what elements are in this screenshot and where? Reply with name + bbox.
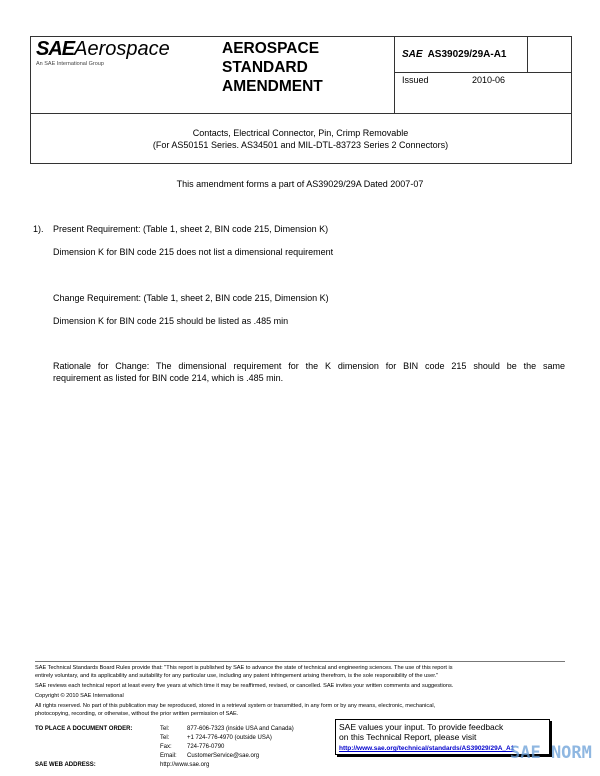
watermark: SAE NORM bbox=[510, 743, 592, 763]
item-number: 1). bbox=[33, 224, 44, 234]
web-address-label: SAE WEB ADDRESS: bbox=[35, 762, 96, 768]
feedback-box: SAE values your input. To provide feedback on this Technical Report, please visit http://www.sae.org/technical/standards/AS39029/29A_A1 bbox=[335, 719, 550, 755]
divider bbox=[394, 72, 571, 73]
rationale-line1: Rationale for Change: The dimensional requirement for the K dimension for BIN code 215 should be the same bbox=[53, 361, 565, 371]
divider bbox=[527, 36, 528, 72]
change-requirement: Change Requirement: (Table 1, sheet 2, BIN code 215, Dimension K) bbox=[53, 293, 329, 303]
document-type: AEROSPACE STANDARD AMENDMENT bbox=[222, 40, 323, 95]
issued-label: Issued bbox=[402, 75, 429, 85]
logo-tagline: An SAE International Group bbox=[36, 61, 104, 67]
issued-date: 2010-06 bbox=[472, 75, 506, 85]
change-text: Dimension K for BIN code 215 should be listed as .485 min bbox=[53, 316, 289, 326]
present-requirement: Present Requirement: (Table 1, sheet 2, BIN code 215, Dimension K) bbox=[53, 224, 329, 234]
contacts: Tel: 877-606-7323 (inside USA and Canada) Tel: +1 724-776-4970 (outside USA) Fax: 724-776-0790 Email: CustomerService@sae.org http://www.sae.org bbox=[160, 726, 294, 768]
divider bbox=[394, 36, 395, 113]
rationale-line2: requirement as listed for BIN code 214, which is .485 min. bbox=[53, 373, 284, 383]
present-text: Dimension K for BIN code 215 does not list a dimensional requirement bbox=[53, 247, 334, 257]
feedback-link[interactable]: http://www.sae.org/technical/standards/AS39029/29A_A1 bbox=[339, 745, 515, 752]
footer-text: SAE Technical Standards Board Rules provide that: "This report is published by SAE to advance the state of technical and engineering sciences. The use of this report is entirely voluntary, and its applicability and suitability for any particular use, including any patent infringement arising therefrom, is the sole responsibility of the user." SAE reviews each technical report at least every five years at which time it may be reaffirmed, revised, or cancelled. SAE invites your written comments and suggestions. Copyright © 2010 SAE International All rights reserved. No part of this publication may be reproduced, stored in a retrieval system or transmitted, in any form or by any means, electronic, mechanical, photocopying, recording, or otherwise, without the prior written permission of SAE. bbox=[35, 665, 454, 717]
footer-divider bbox=[35, 661, 565, 662]
document-number: SAE AS39029/29A-A1 bbox=[402, 49, 507, 60]
divider bbox=[30, 113, 571, 114]
intro: This amendment forms a part of AS39029/29A Dated 2007-07 bbox=[176, 179, 424, 189]
subject: Contacts, Electrical Connector, Pin, Crimp Removable (For AS50151 Series. AS34501 and MIL-DTL-83723 Series 2 Connectors) bbox=[152, 128, 449, 150]
sae-aerospace-logo: SAEAerospace bbox=[36, 38, 170, 60]
order-label: TO PLACE A DOCUMENT ORDER: bbox=[35, 726, 133, 732]
